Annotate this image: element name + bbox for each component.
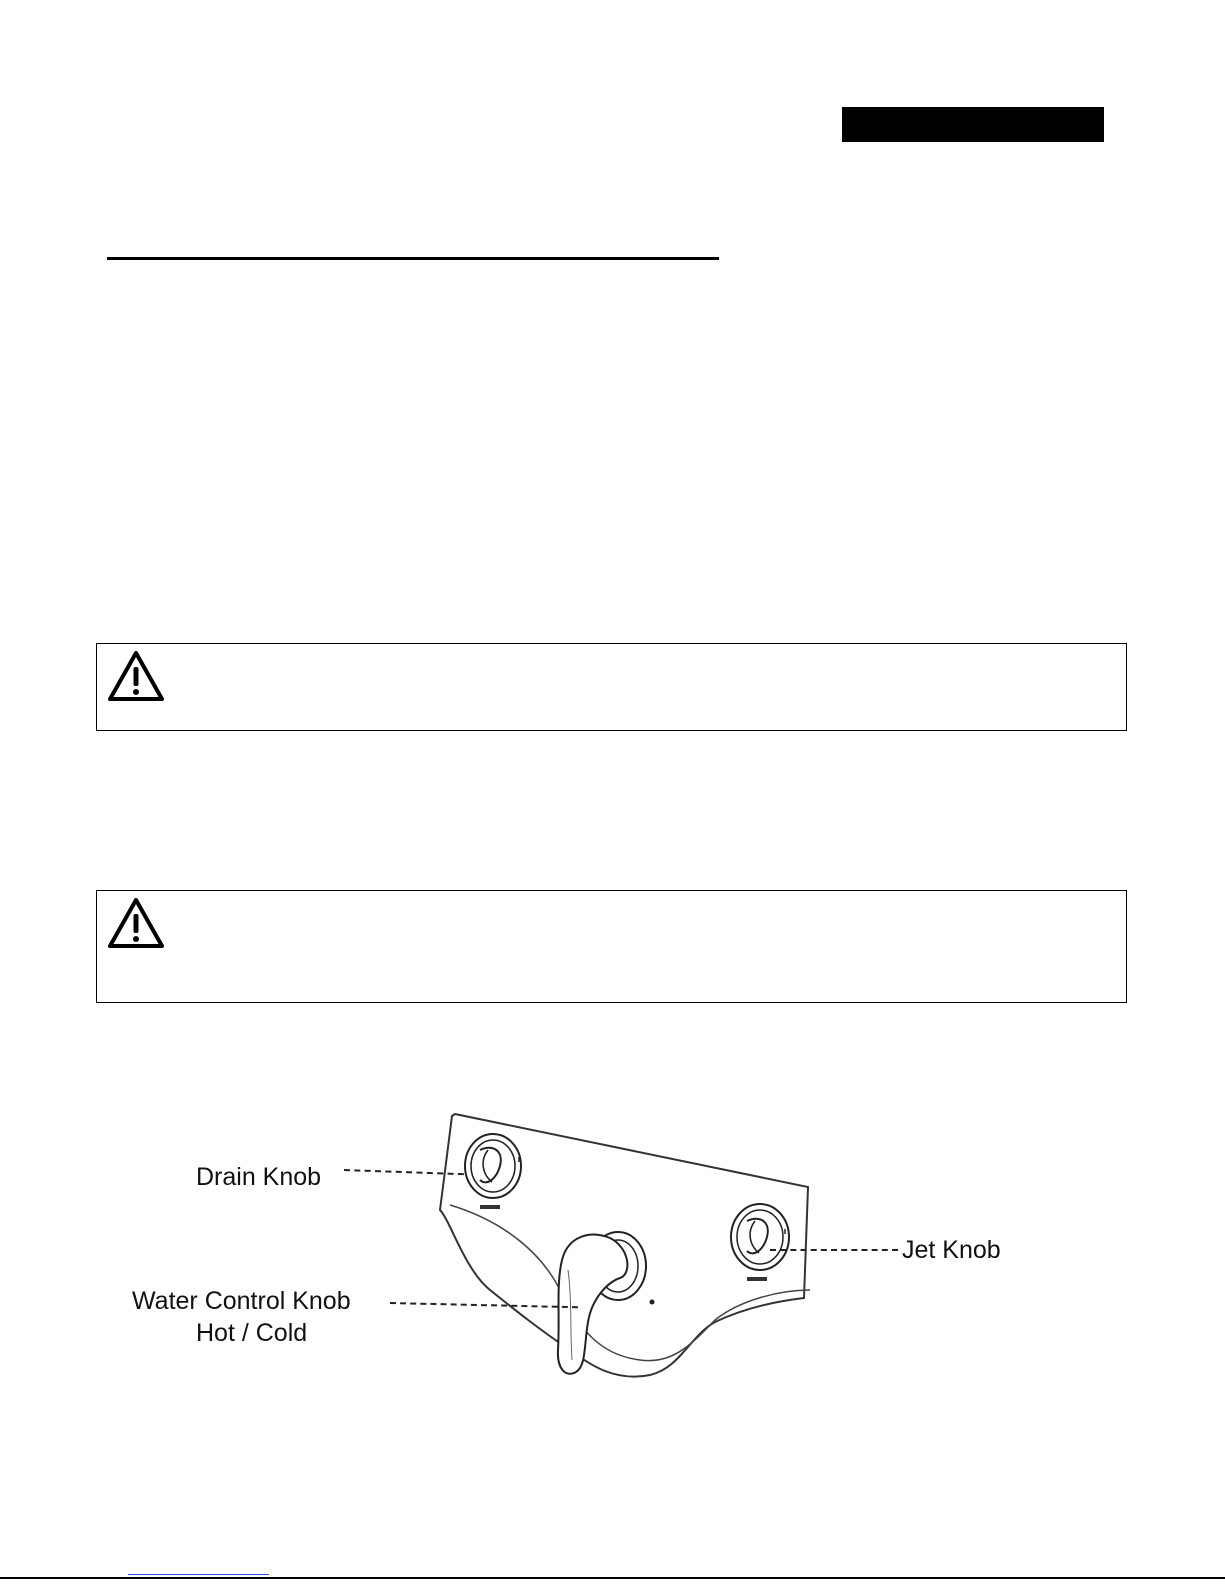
heading-underline bbox=[107, 257, 719, 260]
page-bottom-rule bbox=[0, 1577, 1225, 1579]
water-control-knob-sublabel: Hot / Cold bbox=[196, 1319, 308, 1347]
control-panel-figure bbox=[120, 1110, 1040, 1400]
redaction-bar bbox=[842, 107, 1104, 142]
jet-knob-label: Jet Knob bbox=[902, 1236, 1001, 1264]
footer-link-underline[interactable] bbox=[128, 1574, 269, 1575]
warning-triangle-icon bbox=[107, 897, 165, 949]
warning-box-1 bbox=[96, 643, 1127, 731]
warning-triangle-icon bbox=[107, 650, 165, 702]
water-control-knob-label: Water Control Knob bbox=[132, 1287, 351, 1315]
jet-knob-leader bbox=[770, 1249, 898, 1251]
drain-knob-label: Drain Knob bbox=[196, 1163, 322, 1191]
warning-box-2 bbox=[96, 890, 1127, 1003]
